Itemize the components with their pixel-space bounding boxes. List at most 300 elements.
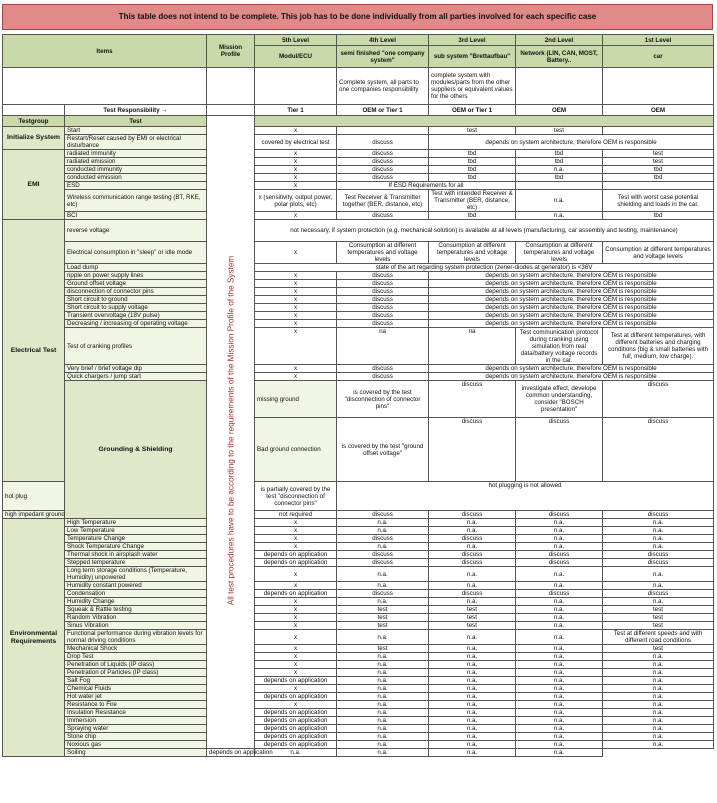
test-name: conducted emission [65, 174, 207, 182]
cell-level-4: n.a. [337, 685, 429, 693]
cell-level-4: discuss [337, 296, 429, 304]
test-name: Resistance to Fire [65, 701, 207, 709]
blank-cell [207, 68, 255, 105]
test-name: Spraying water [65, 725, 207, 733]
cell-level-3: Test with intended Receiver & Transmitter (BER, distance, etc) [429, 190, 516, 212]
cell-level-4: discuss [337, 135, 429, 150]
level-5-header: 5th Level [255, 35, 337, 46]
test-name: BCI [65, 212, 207, 220]
cell-level-3: n.a. [429, 519, 516, 527]
cell-level-3: discuss [429, 511, 516, 519]
cell-level-2: n.a. [516, 725, 603, 733]
cell-level-1: n.a. [603, 677, 714, 685]
env-row [3, 551, 714, 559]
cell-span: depends on system architecture, therefore OEM is responsible [429, 296, 714, 304]
cell-level-1: n.a. [516, 749, 603, 757]
test-name: reverse voltage [65, 220, 207, 242]
cell-level-1: n.a. [603, 598, 714, 606]
cell-level-3: test [429, 127, 516, 135]
cell-level-1: tbd [603, 212, 714, 220]
cell-level-2: n.a. [516, 701, 603, 709]
cell-level-3: discuss [429, 535, 516, 543]
cell-level-5: not required [255, 511, 337, 519]
cell-level-5: covered by electrical test [255, 135, 337, 150]
cell-level-3: n.a. [429, 653, 516, 661]
cell-level-3: tbd [429, 166, 516, 174]
mission-profile-note [207, 116, 255, 749]
cell-level-4: discuss [337, 150, 429, 158]
cell-level-4: discuss [429, 381, 516, 418]
cell-level-1: discuss [603, 511, 714, 519]
cell-level-2: n.a. [516, 519, 603, 527]
test-name: Quick chargers / jump start [65, 373, 207, 381]
cell-level-2: n.a. [516, 669, 603, 677]
cell-level-1: n.a. [603, 535, 714, 543]
cell-level-5: x [255, 182, 337, 190]
cell-level-5: depends on application [255, 709, 337, 717]
cell-span: depends on system architecture, therefore OEM is responsible [429, 365, 714, 373]
cell-level-1: test [603, 614, 714, 622]
test-name: Sinus Vibration [65, 622, 207, 630]
cell-level-1: n.a. [603, 693, 714, 701]
test-name: missing ground [255, 381, 337, 418]
cell-level-1 [603, 127, 714, 135]
cell-level-2: n.a. [516, 693, 603, 701]
test-name: conducted immunity [65, 166, 207, 174]
cell-level-2: test [516, 127, 603, 135]
cell-level-5: x [255, 296, 337, 304]
cell-level-2: n.a. [516, 661, 603, 669]
env-row [3, 622, 714, 630]
cell-level-4: test [337, 606, 429, 614]
cell-level-5: x [255, 373, 337, 381]
cell-level-5: is partially covered by the test "disconnection of connector pins" [255, 482, 337, 511]
cell-level-5: x [255, 669, 337, 677]
responsibility-level-2: OEM [516, 105, 603, 116]
cell-level-4: n.a. [337, 709, 429, 717]
cell-level-1: Consumption at different temperatures and voltage levels [603, 242, 714, 264]
cell-level-1: n.a. [603, 582, 714, 590]
env-row [3, 606, 714, 614]
test-name: Wireless communication range testing (BT, RKE, etc) [65, 190, 207, 212]
cell-level-3: n.a. [429, 598, 516, 606]
cell-span: not necessary, if system protection (e.g. mechanical solution) is available at all levels (manufacturing, car assembly and testing, maintenance) [255, 220, 714, 242]
cell-level-1: Test at different speeds and with different road conditions [603, 630, 714, 645]
cell-level-5: x [255, 312, 337, 320]
test-name: Shock Temperature Change [65, 543, 207, 551]
disclaimer-banner: This table does not intend to be complete. This job has to be done individually from all parties involved for each specific case [2, 4, 713, 30]
cell-level-3: n.a. [429, 543, 516, 551]
header-spacer [255, 116, 714, 127]
test-name: Stepped temperature [65, 559, 207, 567]
cell-level-5: x [255, 272, 337, 280]
cell-level-2: tbd [516, 150, 603, 158]
mission-profile-text: All test procedures have to be according to the requirements of the Mission Profile of the System [226, 255, 236, 606]
cell-level-4: discuss [337, 304, 429, 312]
test-name: Squeak & Rattle testing [65, 606, 207, 614]
test-name: Electrical consumption in "sleep" or idle mode [65, 242, 207, 264]
test-name: Soiling [65, 749, 207, 757]
test-name: Humidity Change [65, 598, 207, 606]
cell-level-4: discuss [337, 280, 429, 288]
cell-level-2: discuss [603, 381, 714, 418]
cell-level-3: n.a. [429, 527, 516, 535]
cell-level-3: discuss [429, 590, 516, 598]
cell-level-2: n.a. [516, 653, 603, 661]
cell-level-3: tbd [429, 158, 516, 166]
test-matrix-table [2, 34, 714, 757]
items-header: Items [3, 35, 207, 68]
env-row [3, 630, 714, 645]
cell-level-4: discuss [337, 535, 429, 543]
cell-level-5: x [255, 567, 337, 582]
cell-level-5: x [255, 614, 337, 622]
cell-level-5: x [255, 527, 337, 535]
cell-level-1: n.a. [603, 543, 714, 551]
cell-span: depends on system architecture, therefore OEM is responsible [429, 280, 714, 288]
cell-level-5: x [255, 661, 337, 669]
blank-cell [603, 182, 714, 190]
cell-level-3: n.a. [429, 582, 516, 590]
cell-level-2: n.a. [516, 614, 603, 622]
cell-level-4: n.a. [337, 630, 429, 645]
cell-level-4: discuss [337, 590, 429, 598]
cell-level-4: n.a. [337, 527, 429, 535]
cell-level-2: n.a. [516, 535, 603, 543]
cell-level-4 [337, 127, 429, 135]
env-row [3, 709, 714, 717]
cell-level-1: n.a. [603, 669, 714, 677]
cell-level-4: discuss [337, 174, 429, 182]
mission-profile-header: Mission Profile [207, 35, 255, 68]
cell-level-1: Test with worst case potential shielding and loads in the car. [603, 190, 714, 212]
cell-level-5: x [255, 150, 337, 158]
cell-level-2: n.a. [516, 527, 603, 535]
cell-level-3: n.a. [429, 717, 516, 725]
cell-level-5: depends on application [255, 590, 337, 598]
cell-level-4: n.a. [337, 582, 429, 590]
env-row [3, 598, 714, 606]
cell-level-5: x [255, 543, 337, 551]
cell-level-1: discuss [603, 551, 714, 559]
cell-level-5: x [255, 653, 337, 661]
cell-level-2: n.a. [516, 212, 603, 220]
cell-level-4: test [337, 622, 429, 630]
group-environmental-requirements: Environmental Requirements [3, 519, 65, 757]
cell-level-2: discuss [516, 551, 603, 559]
env-row [3, 741, 714, 749]
env-row [3, 693, 714, 701]
test-name: Low Temperature [65, 527, 207, 535]
level-3-name: sub system "Brettaufbau" [429, 46, 516, 68]
cell-level-2: discuss [516, 511, 603, 519]
cell-span: If ESD Requirements for all [337, 182, 516, 190]
cell-level-3: tbd [429, 212, 516, 220]
cell-level-1: test [603, 645, 714, 653]
cell-level-2: n.a. [516, 733, 603, 741]
blank-cell [516, 182, 603, 190]
cell-level-5: x [255, 320, 337, 328]
env-row [3, 701, 714, 709]
cell-level-4: Consumption at different temperatures and voltage levels [337, 242, 429, 264]
test-responsibility-label: Test Responsibility → [65, 105, 207, 116]
cell-level-1: n.a. [603, 685, 714, 693]
group-emi: EMI [3, 150, 65, 220]
test-name: High Temperature [65, 519, 207, 527]
test-name: Random Vibration [65, 614, 207, 622]
env-row [3, 733, 714, 741]
cell-level-4: n.a. [337, 543, 429, 551]
level-5-desc [255, 68, 337, 105]
cell-level-1: n.a. [603, 653, 714, 661]
cell-level-5: x [255, 645, 337, 653]
cell-span: state of the art regarding system protection (zener-diodes at generator) is <36V [255, 264, 714, 272]
level-4-header: 4th Level [337, 35, 429, 46]
cell-span: depends on system architecture, therefore OEM is responsible [429, 272, 714, 280]
cell-level-5: depends on application [255, 693, 337, 701]
cell-level-5: x [255, 630, 337, 645]
cell-level-4: discuss [337, 166, 429, 174]
cell-level-3: n.a. [429, 685, 516, 693]
cell-level-3: discuss [429, 559, 516, 567]
cell-level-1: n.a. [603, 725, 714, 733]
cell-level-3: n.a. [429, 669, 516, 677]
test-name: ripple on power supply lines [65, 272, 207, 280]
cell-span: depends on system architecture, therefore OEM is responsible [429, 304, 714, 312]
cell-span: depends on system architecture, therefore OEM is responsible [429, 373, 714, 381]
cell-level-5: x [255, 685, 337, 693]
cell-level-2: n.a. [516, 166, 603, 174]
cell-level-4: discuss [337, 320, 429, 328]
cell-level-5: x [255, 174, 337, 182]
cell-level-3: investigate effect, develope common understanding, consider "BOSCH presentation" [516, 381, 603, 418]
cell-level-4: Test Receiver & Transmitter together (BER, distance, etc) [337, 190, 429, 212]
env-row [3, 685, 714, 693]
cell-level-5: x [255, 212, 337, 220]
level-2-desc [516, 68, 603, 105]
cell-level-5: depends on application [255, 559, 337, 567]
env-row [3, 614, 714, 622]
cell-level-3: na [429, 328, 516, 365]
cell-level-2: n.a. [516, 606, 603, 614]
cell-level-5: x [255, 535, 337, 543]
level-2-name: Network (LIN, CAN, MOST, Battery.. [516, 46, 603, 68]
cell-level-2: n.a. [516, 677, 603, 685]
cell-level-5: x [255, 127, 337, 135]
env-row [3, 677, 714, 685]
cell-level-5: x [255, 519, 337, 527]
cell-level-1: test [603, 606, 714, 614]
test-name: radiated immunity [65, 150, 207, 158]
test-name: Short circuit to supply voltage [65, 304, 207, 312]
cell-level-2: discuss [603, 418, 714, 482]
cell-level-5: x [255, 598, 337, 606]
cell-level-4: n.a. [337, 701, 429, 709]
cell-level-2: n.a. [516, 567, 603, 582]
env-row [3, 559, 714, 567]
test-name: disconnection of connector pins [65, 288, 207, 296]
cell-level-2: n.a. [516, 645, 603, 653]
cell-level-4: n.a. [337, 693, 429, 701]
cell-level-1: n.a. [603, 701, 714, 709]
cell-level-5: x [255, 304, 337, 312]
env-row [3, 717, 714, 725]
env-row [3, 725, 714, 733]
cell-level-4: n.a. [337, 733, 429, 741]
cell-level-2: n.a. [516, 630, 603, 645]
env-row [3, 527, 714, 535]
cell-level-5: x [255, 582, 337, 590]
cell-level-3: n.a. [337, 749, 429, 757]
cell-level-3: discuss [429, 551, 516, 559]
cell-level-5: depends on application [207, 749, 255, 757]
test-name: radiated emission [65, 158, 207, 166]
cell-level-3: test [429, 614, 516, 622]
cell-level-4: n.a. [337, 741, 429, 749]
cell-level-3: tbd [429, 150, 516, 158]
responsibility-level-1: OEM [603, 105, 714, 116]
cell-level-3: n.a. [429, 661, 516, 669]
group-electrical-test: Electrical Test [3, 220, 65, 482]
test-name: Stone chip [65, 733, 207, 741]
cell-level-4: test [337, 614, 429, 622]
cell-level-2: Test communication protocol during cranking using simulation from real data/battery voltage records in the car. [516, 328, 603, 365]
env-row [3, 749, 714, 757]
cell-level-3: tbd [429, 174, 516, 182]
cell-level-3: n.a. [429, 645, 516, 653]
test-name: Start [65, 127, 207, 135]
cell-level-5: x [255, 288, 337, 296]
level-1-desc [603, 68, 714, 105]
cell-span: depends on system architecture, therefore OEM is responsible [429, 312, 714, 320]
cell-level-2: n.a. [429, 749, 516, 757]
cell-level-5: depends on application [255, 551, 337, 559]
cell-level-5: x [255, 365, 337, 373]
env-row [3, 519, 714, 527]
test-name: Test of cranking profiles [65, 328, 207, 365]
cell-level-2: discuss [516, 559, 603, 567]
test-name: Temperature Change [65, 535, 207, 543]
test-name: ESD [65, 182, 207, 190]
group-initialize-system: Initialize System [3, 127, 65, 150]
test-name: Decreasing / increasing of operating voltage [65, 320, 207, 328]
env-row [3, 590, 714, 598]
cell-level-5: x (sensitivity, output power, polar plots, etc) [255, 190, 337, 212]
cell-level-4: n.a. [255, 749, 337, 757]
cell-level-5: depends on application [255, 677, 337, 685]
cell-level-4: n.a. [337, 677, 429, 685]
cell-level-4: n.a. [337, 519, 429, 527]
cell-level-4: discuss [337, 365, 429, 373]
cell-level-1: discuss [603, 559, 714, 567]
cell-level-5: x [255, 606, 337, 614]
cell-level-5: x [255, 158, 337, 166]
cell-level-4: discuss [337, 559, 429, 567]
test-name: Short circuit to ground [65, 296, 207, 304]
test-name: Immersion [65, 717, 207, 725]
cell-level-2: tbd [516, 158, 603, 166]
test-name: Penetration of Liquids (IP class) [65, 661, 207, 669]
env-row [3, 582, 714, 590]
test-name: Drop Test [65, 653, 207, 661]
test-name: Ground offset voltage [65, 280, 207, 288]
test-name: Transient overvoltage (18V pulse) [65, 312, 207, 320]
cell-level-3: n.a. [429, 630, 516, 645]
cell-level-4: discuss [337, 272, 429, 280]
cell-level-4: test [337, 645, 429, 653]
cell-level-4: discuss [337, 288, 429, 296]
cell-level-4: n.a. [337, 717, 429, 725]
cell-level-1: discuss [603, 590, 714, 598]
level-3-desc: complete system with modules/parts from the other suppliers or equivalent values for the others [429, 68, 516, 105]
env-row [3, 567, 714, 582]
cell-level-3: n.a. [429, 693, 516, 701]
cell-level-4: n.a. [337, 653, 429, 661]
test-name: Chemical Fluids [65, 685, 207, 693]
cell-level-4: discuss [337, 212, 429, 220]
cell-level-1: n.a. [603, 733, 714, 741]
cell-level-4: n.a. [337, 725, 429, 733]
cell-level-1: n.a. [603, 709, 714, 717]
cell-level-3: test [429, 622, 516, 630]
testgroup-header: Testgroup [3, 116, 65, 127]
env-row [3, 535, 714, 543]
cell-level-5: is covered by the test "ground offset voltage" [337, 418, 429, 482]
responsibility-level-3: OEM or Tier 1 [429, 105, 516, 116]
env-row [3, 645, 714, 653]
cell-span: depends on system architecture, therefore OEM is responsible [429, 320, 714, 328]
cell-level-5: depends on application [255, 725, 337, 733]
level-1-header: 1st Level [603, 35, 714, 46]
cell-level-2: n.a. [516, 598, 603, 606]
cell-level-4: discuss [337, 373, 429, 381]
cell-level-1: n.a. [603, 717, 714, 725]
group-grounding-shielding: Grounding & Shielding [65, 381, 207, 519]
test-name: Condensation [65, 590, 207, 598]
cell-level-5: x [255, 328, 337, 365]
cell-span: depends on system architecture, therefore OEM is responsible [429, 288, 714, 296]
level-1-name: car [603, 46, 714, 68]
cell-level-1: test [603, 622, 714, 630]
cell-level-1: n.a. [603, 567, 714, 582]
cell-level-4: discuss [429, 418, 516, 482]
cell-level-1: n.a. [603, 741, 714, 749]
cell-level-1: test [603, 158, 714, 166]
level-5-name: Modul/ECU [255, 46, 337, 68]
blank-cell [3, 105, 65, 116]
cell-level-5: x [255, 622, 337, 630]
test-header: Test [65, 116, 207, 127]
cell-level-3: Consumption at different temperatures and voltage levels [429, 242, 516, 264]
cell-level-2: tbd [516, 174, 603, 182]
test-name: Salt Fog [65, 677, 207, 685]
cell-level-4: n.a. [337, 661, 429, 669]
level-3-header: 3rd Level [429, 35, 516, 46]
cell-level-4: n.a. [337, 598, 429, 606]
level-2-header: 2nd Level [516, 35, 603, 46]
cell-level-2: n.a. [516, 717, 603, 725]
test-name: Long term storage conditions (Temperature, Humidity) unpowered [65, 567, 207, 582]
cell-level-1: tbd [603, 174, 714, 182]
test-name: Functional performance during vibration levels for normal driving conditions [65, 630, 207, 645]
test-name: Mechanical Shock [65, 645, 207, 653]
cell-level-2: Consumption at different temperatures and voltage levels [516, 242, 603, 264]
cell-level-5: x [255, 242, 337, 264]
env-row [3, 661, 714, 669]
cell-level-4: discuss [337, 158, 429, 166]
test-name: Restart/Reset caused by EMI or electrical disturbance [65, 135, 207, 150]
cell-level-2: n.a. [516, 190, 603, 212]
